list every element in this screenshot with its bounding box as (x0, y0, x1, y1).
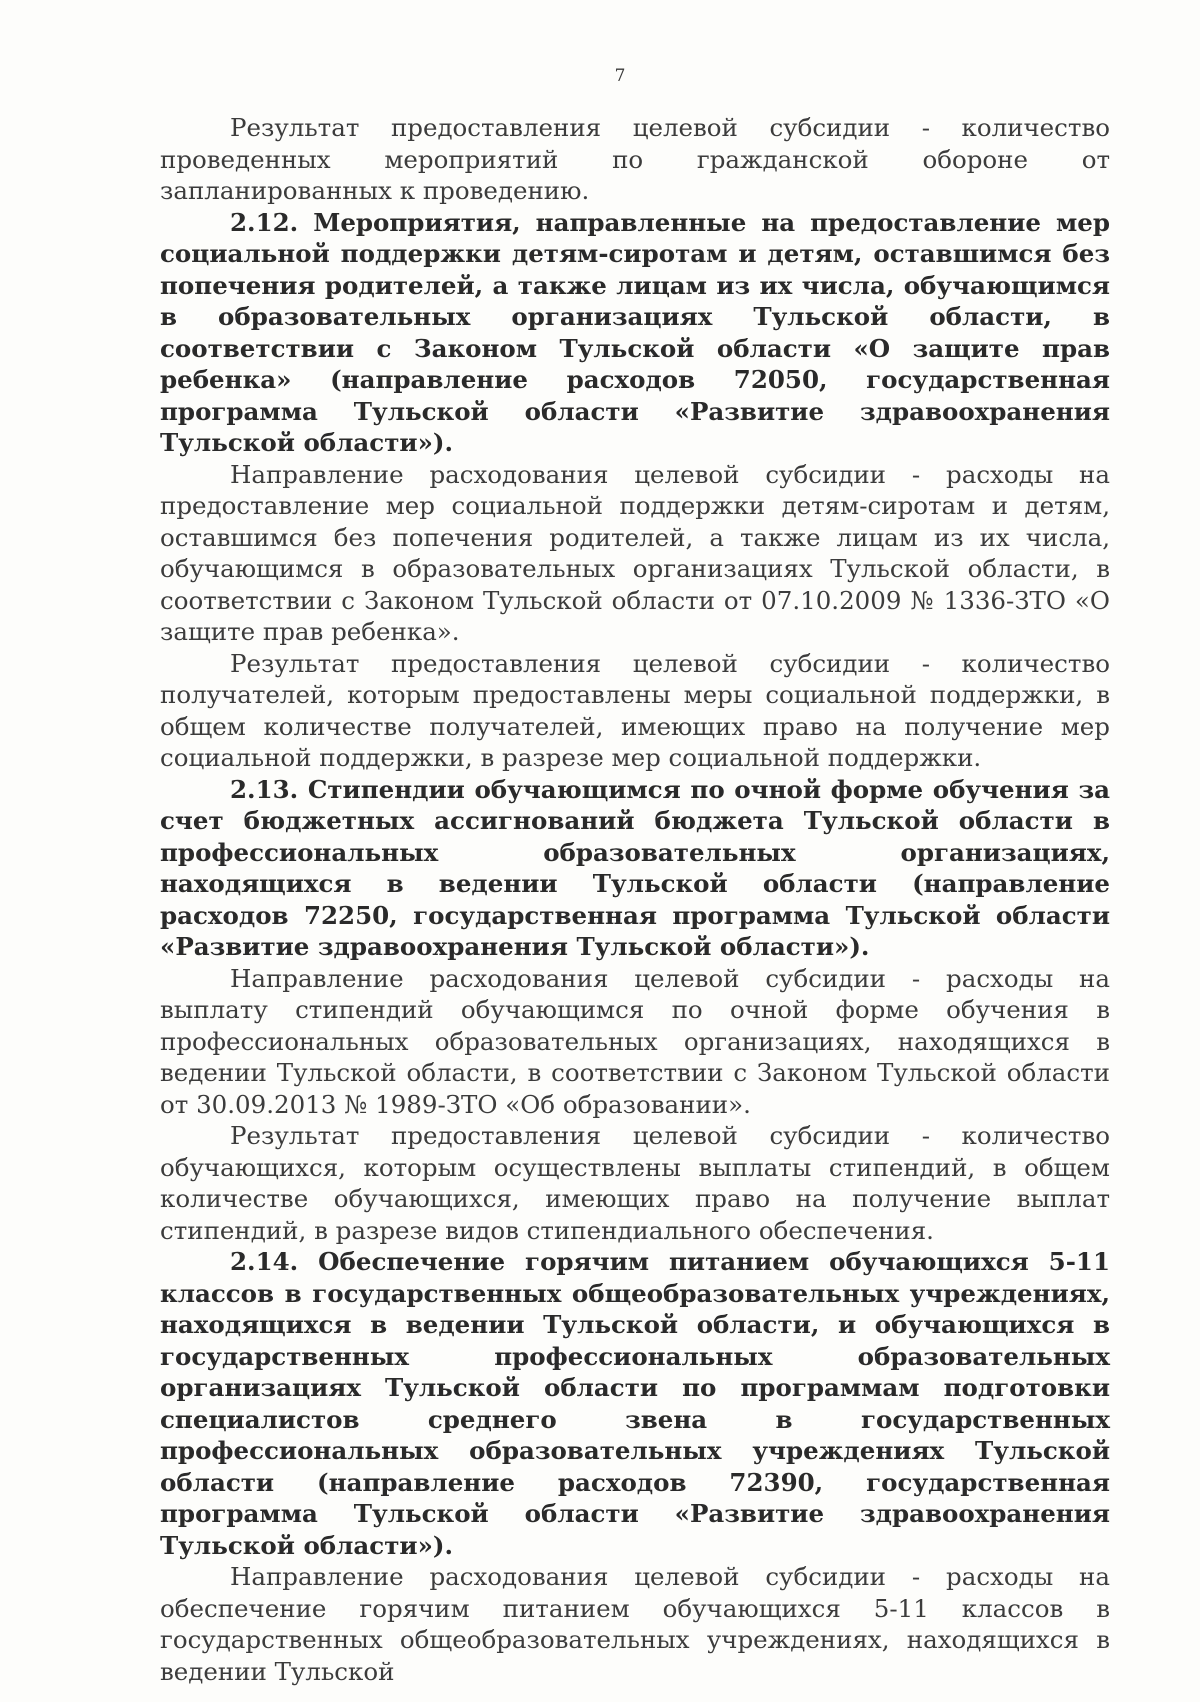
document-body (160, 112, 1110, 1687)
page-number: 7 (614, 66, 626, 86)
section-heading-2-14: 2.14. Обеспечение горячим питанием обучающихся 5-11 классов в государственных общеобразовательных учреждениях, находящихся в ведении Тульской области, и обучающихся в государственных профессиональных образовательных организациях Тульской области по программам подготовки специалистов среднего звена в государственных профессиональных образовательных учреждениях Тульской области (направление расходов 72390, государственная программа Тульской области «Развитие здравоохранения Тульской области»). (160, 1247, 1110, 1560)
paragraph-result-2-12: Результат предоставления целевой субсидии - количество получателей, которым предоставлены меры социальной поддержки, в общем количестве получателей, имеющих право на получение мер социальной поддержки, в разрезе мер социальной поддержки. (160, 648, 1110, 772)
paragraph-result-civil-defense: Результат предоставления целевой субсидии - количество проведенных мероприятий по гражданской обороне от запланированных к проведению. (160, 113, 1110, 205)
paragraph-direction-2-13: Направление расходования целевой субсидии - расходы на выплату стипендий обучающимся по очной форме обучения в профессиональных образовательных организациях, находящихся в ведении Тульской области, в соответствии с Законом Тульской области от 30.09.2013 № 1989-ЗТО «Об образовании». (160, 963, 1110, 1119)
paragraph-result-2-13: Результат предоставления целевой субсидии - количество обучающихся, которым осуществлены выплаты стипендий, в общем количестве обучающихся, имеющих право на получение выплат стипендий, в разрезе видов стипендиального обеспечения. (160, 1121, 1110, 1245)
section-heading-2-12: 2.12. Мероприятия, направленные на предоставление мер социальной поддержки детям-сиротам и детям, оставшимся без попечения родителей, а также лицам из их числа, обучающимся в образовательных организациях Тульской области, в соответствии с Законом Тульской области «О защите прав ребенка» (направление расходов 72050, государственная программа Тульской области «Развитие здравоохранения Тульской области»). (160, 207, 1110, 457)
paragraph-direction-2-12: Направление расходования целевой субсидии - расходы на предоставление мер социальной поддержки детям-сиротам и детям, оставшимся без попечения родителей, а также лицам из их числа, обучающимся в образовательных организациях Тульской области, в соответствии с Законом Тульской области от 07.10.2009 № 1336-ЗТО «О защите прав ребенка». (160, 459, 1110, 646)
section-heading-2-13: 2.13. Стипендии обучающимся по очной форме обучения за счет бюджетных ассигнований бюджета Тульской области в профессиональных образовательных организациях, находящихся в ведении Тульской области (направление расходов 72250, государственная программа Тульской области «Развитие здравоохранения Тульской области»). (160, 774, 1110, 961)
paragraph-direction-2-14: Направление расходования целевой субсидии - расходы на обеспечение горячим питанием обучающихся 5-11 классов в государственных общеобразовательных учреждениях, находящихся в ведении Тульской (160, 1562, 1110, 1686)
